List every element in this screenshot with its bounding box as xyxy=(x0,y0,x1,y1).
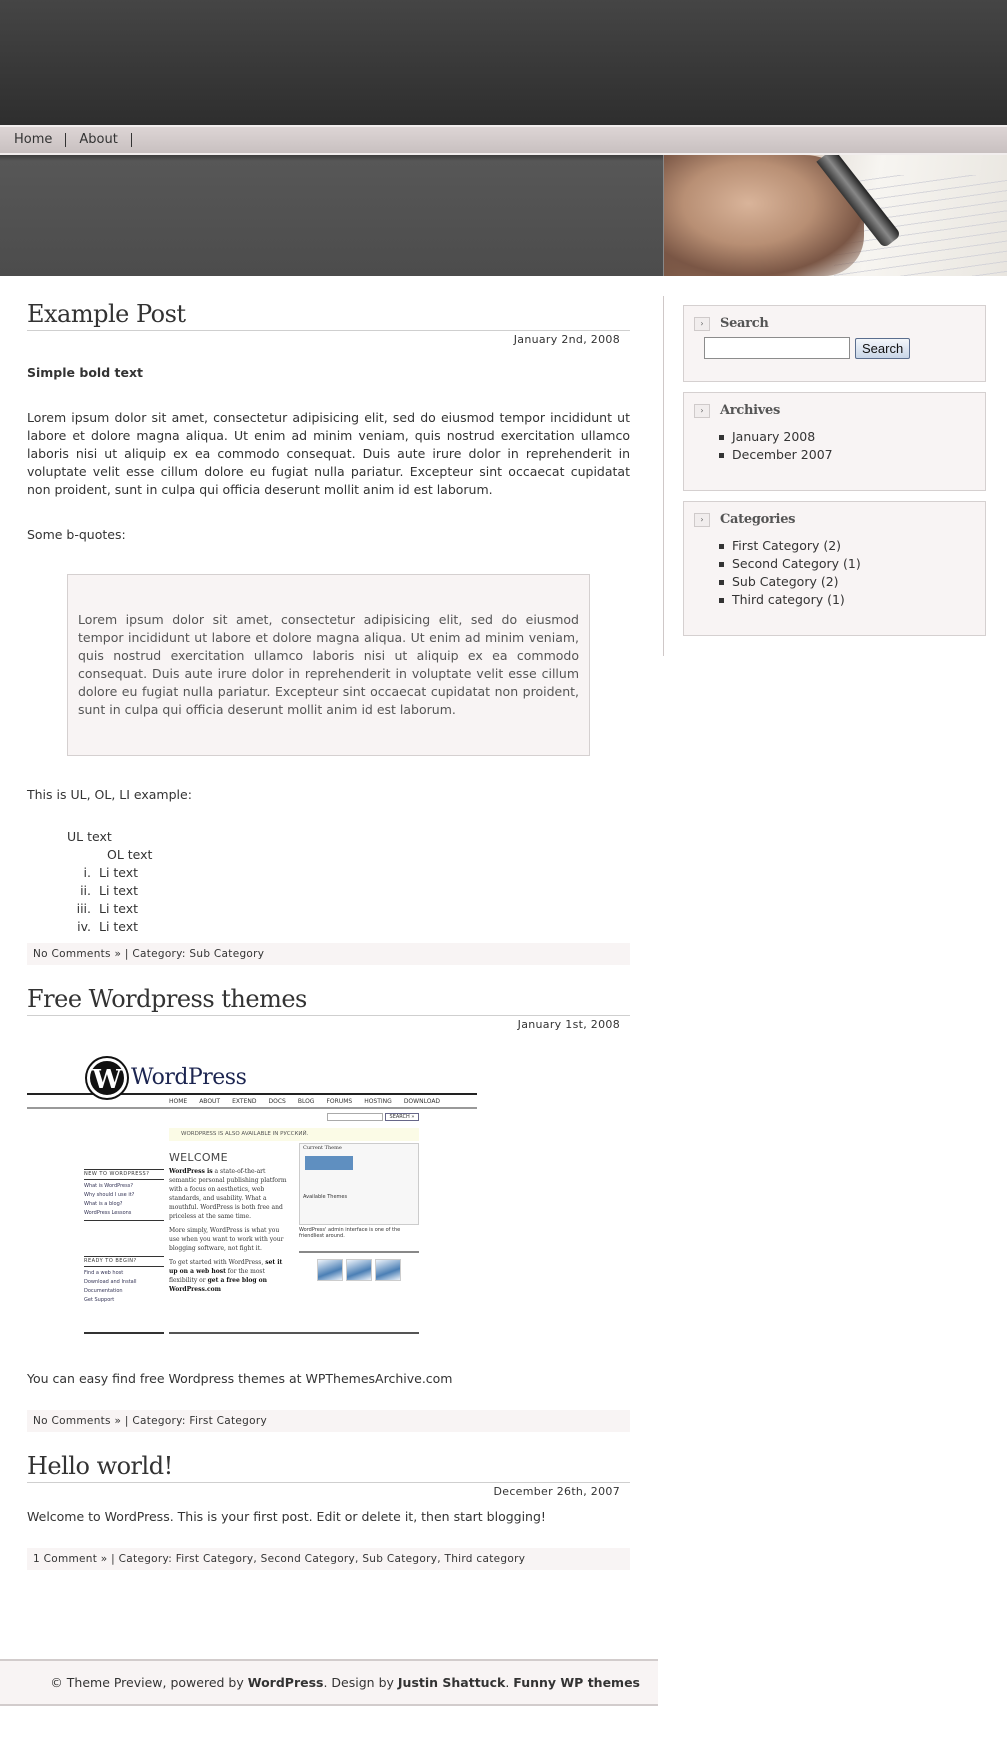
post-entry xyxy=(27,1370,630,1388)
rule xyxy=(169,1332,419,1334)
meta-separator: | xyxy=(111,1553,119,1565)
category-link[interactable]: First Category xyxy=(189,1415,268,1427)
screenshot-right-heading: Current Theme xyxy=(303,1145,342,1151)
footer-design-by: . Design by xyxy=(323,1675,394,1690)
screenshot-caption: WordPress' admin interface is one of the friendliest around. xyxy=(299,1227,401,1239)
footer-separator: . xyxy=(505,1675,510,1690)
archives-widget xyxy=(683,392,986,491)
category-link[interactable]: Third category (1) xyxy=(732,592,845,607)
list-item xyxy=(67,918,630,936)
list-item-text: Li text xyxy=(99,919,139,934)
footer xyxy=(0,1659,658,1706)
wordpress-screenshot-image xyxy=(27,1051,477,1336)
rule xyxy=(84,1332,164,1334)
screenshot-link: Get Support xyxy=(84,1297,115,1303)
search-form xyxy=(704,337,975,359)
list-item xyxy=(67,882,630,900)
post-date: January 2nd, 2008 xyxy=(513,333,620,346)
wordpress-logo-icon: W xyxy=(87,1058,127,1098)
chevron-right-icon: › xyxy=(694,317,710,331)
screenshot-middle-column xyxy=(169,1167,291,1294)
search-input[interactable] xyxy=(704,337,850,359)
post-free-themes xyxy=(27,985,630,1432)
screenshot-search-button: SEARCH » xyxy=(385,1113,419,1121)
blockquote: Lorem ipsum dolor sit amet, consectetur adipisicing elit, sed do eiusmod tempor incididunt ut labore et dolore magna aliqua. Ut enim ad minim veniam, quis nostrud exercitation ullamco laboris nisi ut aliquip ex ea commodo consequat. Duis aute irure dolor in reprehenderit in voluptate velit esse cillum dolore eu fugiat nulla pariatur. Excepteur sint occaecat cupidatat non proident, sunt in culpa qui officia deserunt mollit anim id est laborum. xyxy=(67,574,590,756)
list-marker: iii. xyxy=(76,901,91,916)
rule xyxy=(84,1220,164,1256)
column-divider xyxy=(663,296,664,656)
list-item xyxy=(67,900,630,918)
screenshot-link: What is WordPress? xyxy=(84,1183,133,1189)
screenshot-left-heading: READY TO BEGIN? xyxy=(84,1256,164,1267)
screenshot-notice: WORDPRESS IS ALSO AVAILABLE IN РУССКИЙ. xyxy=(169,1128,419,1141)
post-paragraph: Welcome to WordPress. This is your first post. Edit or delete it, then start blogging! xyxy=(27,1509,546,1524)
widget-header xyxy=(694,512,975,527)
ol-text: OL text xyxy=(107,847,153,862)
screenshot-text: More simply, WordPress is what you use when you want to work with your blogging software, not fight it. xyxy=(169,1227,284,1252)
post-entry xyxy=(27,1508,630,1526)
screenshot-link: Find a web host xyxy=(84,1270,124,1276)
screenshot-link: get a free blog on WordPress.com xyxy=(169,1277,268,1293)
meta-separator: | xyxy=(124,948,133,960)
bold-text: Simple bold text xyxy=(27,365,143,380)
category-link[interactable]: Second Category (1) xyxy=(732,556,861,571)
search-widget xyxy=(683,305,986,382)
screenshot-welcome: WELCOME xyxy=(169,1151,228,1164)
screenshot-link: Why should I use it? xyxy=(84,1192,135,1198)
post-paragraph: You can easy find free Wordpress themes at WPThemesArchive.com xyxy=(27,1371,453,1386)
footer-themes-link[interactable]: Funny WP themes xyxy=(513,1675,640,1690)
main-nav xyxy=(0,125,1007,155)
comments-link[interactable]: No Comments » xyxy=(33,1415,122,1427)
list-item-text: Li text xyxy=(99,865,139,880)
screenshot-blue-block xyxy=(305,1156,353,1170)
main-content xyxy=(27,300,630,1584)
category-label: Category: xyxy=(132,948,186,960)
screenshot-nav xyxy=(169,1098,440,1105)
list-marker: ii. xyxy=(80,883,91,898)
archive-item xyxy=(732,446,975,464)
screenshot-left-column xyxy=(84,1169,164,1305)
thumbnail xyxy=(346,1259,372,1281)
screenshot-right-column xyxy=(299,1143,419,1281)
category-item xyxy=(732,555,975,573)
screenshot-nav-item: BLOG xyxy=(297,1098,315,1105)
archive-link[interactable]: December 2007 xyxy=(732,447,833,462)
nav-home[interactable]: Home xyxy=(14,133,66,147)
post-date: January 1st, 2008 xyxy=(517,1018,620,1031)
sidebar xyxy=(683,305,986,646)
screenshot-text: a state-of-the-art semantic personal publishing platform with a focus on aesthetics, web standards, and usability. What a mouthful. WordPress is both free and priceless at the same time. xyxy=(169,1168,287,1220)
archives-list xyxy=(732,428,975,464)
ul-text: UL text xyxy=(67,829,112,844)
screenshot-nav-item: ABOUT xyxy=(199,1098,221,1105)
screenshot-link: Download and Install xyxy=(84,1279,137,1285)
screenshot-bold: WordPress is xyxy=(169,1168,213,1175)
post-entry xyxy=(27,364,630,936)
comments-link[interactable]: No Comments » xyxy=(33,948,122,960)
footer-designer-link[interactable]: Justin Shattuck xyxy=(397,1675,506,1690)
post-title[interactable]: Hello world! xyxy=(27,1452,630,1483)
search-button[interactable]: Search xyxy=(855,338,910,359)
category-label: Category: xyxy=(132,1415,186,1427)
screenshot-link: What is a blog? xyxy=(84,1201,123,1207)
category-label: Category: xyxy=(118,1553,173,1565)
list-marker: i. xyxy=(83,865,91,880)
rule xyxy=(299,1251,419,1253)
category-link[interactable]: First Category (2) xyxy=(732,538,842,553)
meta-separator: | xyxy=(124,1415,133,1427)
screenshot-text: To get started with WordPress, xyxy=(169,1259,264,1266)
rule xyxy=(27,1107,477,1109)
wordpress-logo-text: WordPress xyxy=(131,1065,247,1090)
comments-link[interactable]: 1 Comment » xyxy=(33,1553,108,1565)
header-photo xyxy=(663,155,1007,276)
post-title[interactable]: Free Wordpress themes xyxy=(27,985,630,1016)
widget-title: Search xyxy=(720,316,769,331)
category-item xyxy=(732,573,975,591)
list-intro: This is UL, OL, LI example: xyxy=(27,787,192,802)
post-example xyxy=(27,300,630,965)
screenshot-nav-item: FORUMS xyxy=(326,1098,353,1105)
header-band xyxy=(0,155,663,276)
bquote-intro: Some b-quotes: xyxy=(27,527,126,542)
screenshot-nav-item: HOSTING xyxy=(364,1098,392,1105)
post-meta xyxy=(27,1410,630,1432)
category-links[interactable]: First Category, Second Category, Sub Category, Third category xyxy=(175,1553,526,1565)
screenshot-left-heading: NEW TO WORDPRESS? xyxy=(84,1169,164,1180)
footer-prefix: © Theme Preview, powered by xyxy=(50,1675,244,1690)
screenshot-admin-preview xyxy=(299,1143,419,1225)
post-title[interactable]: Example Post xyxy=(27,300,630,331)
screenshot-nav-item: DOCS xyxy=(268,1098,286,1105)
widget-header xyxy=(694,316,975,331)
category-item xyxy=(732,537,975,555)
footer-wordpress-link[interactable]: WordPress xyxy=(247,1675,324,1690)
archive-item xyxy=(732,428,975,446)
screenshot-nav-item: DOWNLOAD xyxy=(403,1098,441,1105)
list-item-text: Li text xyxy=(99,883,139,898)
screenshot-search-box xyxy=(327,1113,383,1121)
screenshot-text: for the most flexibility or xyxy=(169,1268,265,1284)
screenshot-link: set it up on a web host xyxy=(169,1259,283,1275)
screenshot-link: Documentation xyxy=(84,1288,123,1294)
screenshot-nav-item: HOME xyxy=(169,1098,188,1105)
post-meta xyxy=(27,943,630,965)
nested-list xyxy=(67,828,630,936)
screenshot-thumbnails xyxy=(299,1259,419,1281)
screenshot-right-subheading: Available Themes xyxy=(303,1194,348,1200)
list-marker: iv. xyxy=(77,919,91,934)
category-item xyxy=(732,591,975,609)
post-paragraph: Lorem ipsum dolor sit amet, consectetur adipisicing elit, sed do eiusmod tempor incididunt ut labore et dolore magna aliqua. Ut enim ad minim veniam, quis nostrud exercitation ullamco laboris nisi ut aliquip ex ea commodo consequat. Duis aute irure dolor in reprehenderit in voluptate velit esse cillum dolore eu fugiat nulla pariatur. Excepteur sint occaecat cupidatat non proident, sunt in culpa qui officia deserunt mollit anim id est laborum. xyxy=(27,410,630,497)
screenshot-link: WordPress Lessons xyxy=(84,1210,132,1216)
post-date: December 26th, 2007 xyxy=(493,1485,620,1498)
thumbnail xyxy=(317,1259,343,1281)
thumbnail xyxy=(375,1259,401,1281)
post-hello-world xyxy=(27,1452,630,1570)
nav-about[interactable]: About xyxy=(79,133,131,147)
top-banner xyxy=(0,0,1007,125)
post-meta xyxy=(27,1548,630,1570)
widget-title: Categories xyxy=(720,512,796,527)
chevron-right-icon: › xyxy=(694,404,710,418)
archive-link[interactable]: January 2008 xyxy=(732,429,816,444)
widget-title: Archives xyxy=(720,403,780,418)
categories-widget xyxy=(683,501,986,636)
category-link[interactable]: Sub Category (2) xyxy=(732,574,839,589)
list-item xyxy=(67,864,630,882)
list-item-text: Li text xyxy=(99,901,139,916)
screenshot-nav-item: EXTEND xyxy=(232,1098,257,1105)
chevron-right-icon: › xyxy=(694,513,710,527)
category-link[interactable]: Sub Category xyxy=(189,948,265,960)
widget-header xyxy=(694,403,975,418)
categories-list xyxy=(732,537,975,609)
